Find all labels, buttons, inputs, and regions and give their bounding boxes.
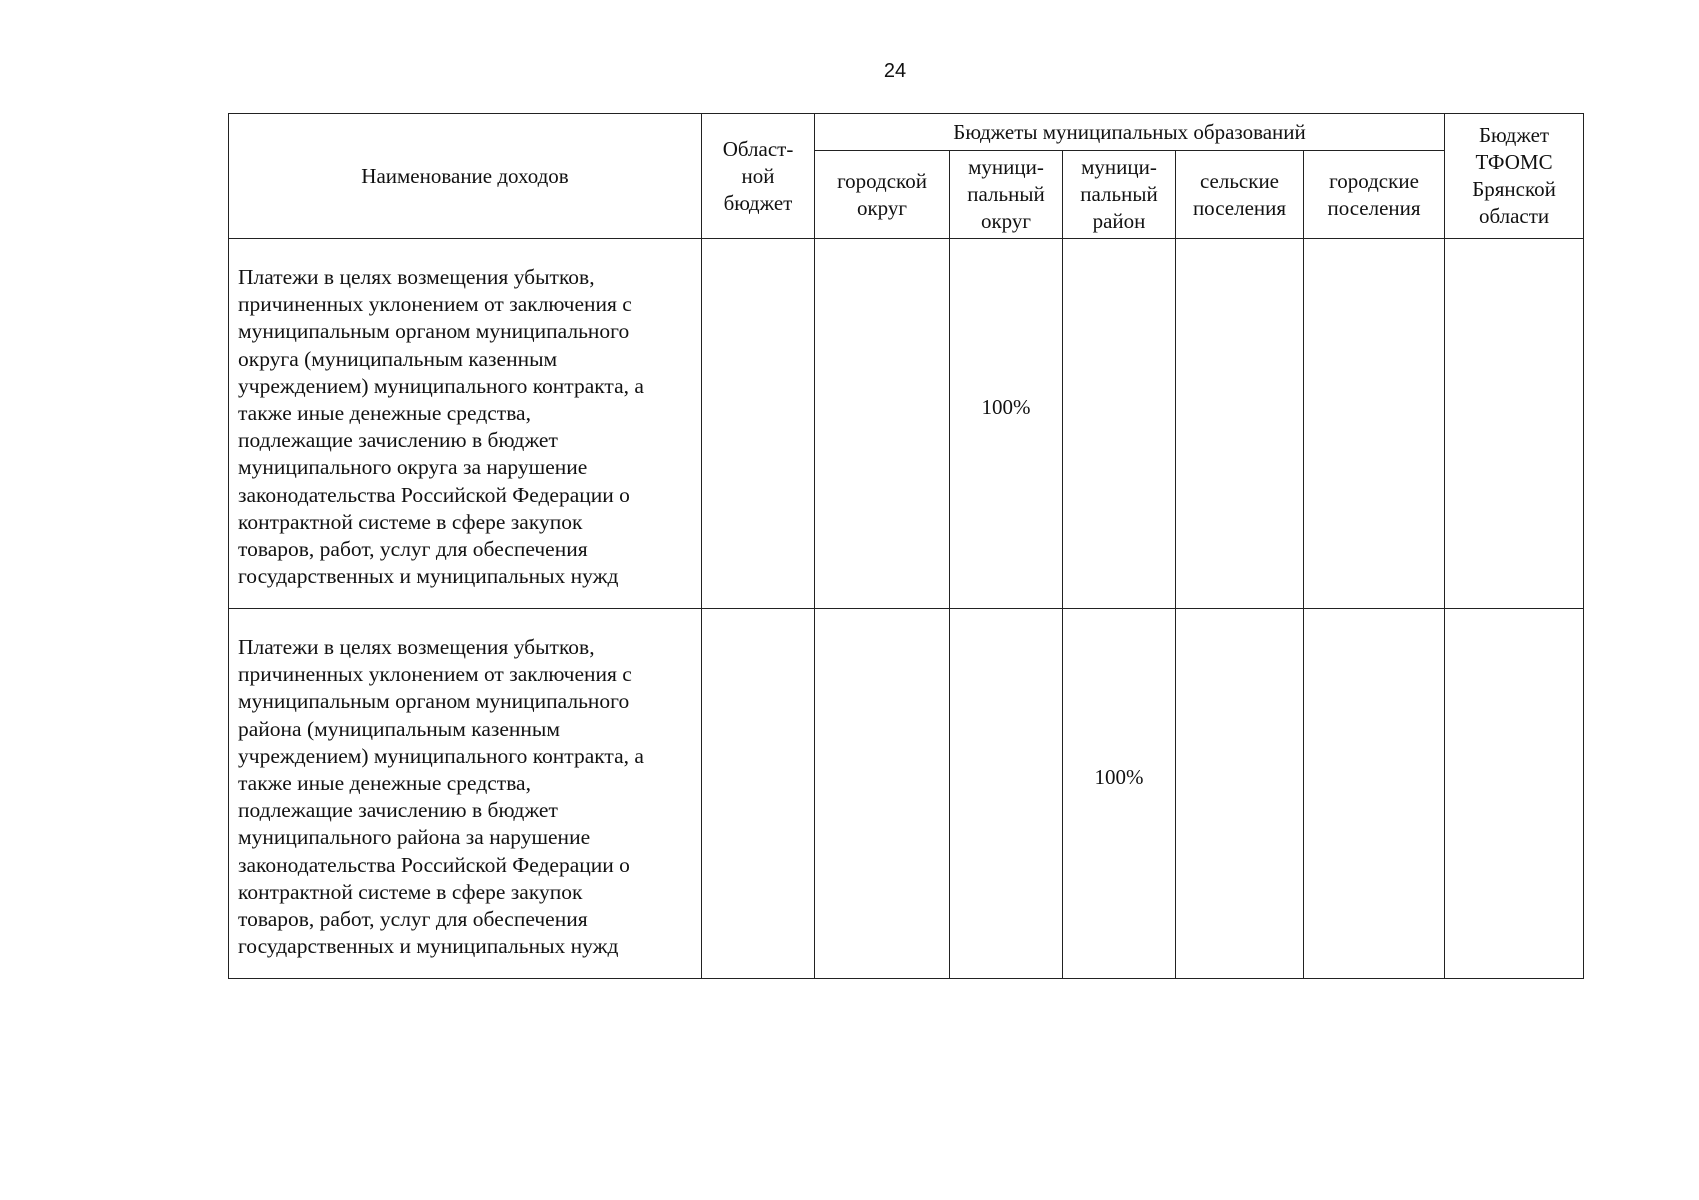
- tfoms-value-cell: [1445, 239, 1584, 609]
- urban-settlements-value-cell: [1304, 239, 1445, 609]
- municipal-okrug-value-cell: [950, 609, 1063, 979]
- revenue-name-cell: Платежи в целях возмещения убытков, причиненных уклонением от заключения с муниципальным органом муниципального района (муниципальным казенным учреждением) муниципального контракта, а также иные денежные средства, подлежащие зачислению в бюджет муниципального района за нарушение законодательства Российской Федерации о контрактной системе в сфере закупок товаров, работ, услуг для обеспечения государственных и муниципальных нужд: [229, 609, 702, 979]
- header-municipal-budgets: Бюджеты муниципальных образований: [815, 114, 1445, 151]
- header-rural-settlements: сельские поселения: [1176, 151, 1304, 239]
- header-municipal-okrug: муници- пальный округ: [950, 151, 1063, 239]
- header-city-district: городской округ: [815, 151, 950, 239]
- header-regional-budget: Област- ной бюджет: [702, 114, 815, 239]
- urban-settlements-value-cell: [1304, 609, 1445, 979]
- municipal-rayon-value-cell: 100%: [1063, 609, 1176, 979]
- city-district-value-cell: [815, 239, 950, 609]
- table-row: [229, 239, 1584, 609]
- header-municipal-rayon: муници- пальный район: [1063, 151, 1176, 239]
- city-district-value-cell: [815, 609, 950, 979]
- revenue-distribution-table: [228, 113, 1584, 979]
- tfoms-value-cell: [1445, 609, 1584, 979]
- table-header-row: [229, 114, 1584, 151]
- rural-settlements-value-cell: [1176, 609, 1304, 979]
- page-number: 24: [883, 60, 907, 82]
- municipal-okrug-value-cell: 100%: [950, 239, 1063, 609]
- table-row: [229, 609, 1584, 979]
- rural-settlements-value-cell: [1176, 239, 1304, 609]
- header-tfoms-budget: Бюджет ТФОМС Брянской области: [1445, 114, 1584, 239]
- municipal-rayon-value-cell: [1063, 239, 1176, 609]
- header-revenue-name: Наименование доходов: [229, 114, 702, 239]
- regional-value-cell: [702, 609, 815, 979]
- revenue-name-cell: Платежи в целях возмещения убытков, причиненных уклонением от заключения с муниципальным органом муниципального округа (муниципальным казенным учреждением) муниципального контракта, а также иные денежные средства, подлежащие зачислению в бюджет муниципального округа за нарушение законодательства Российской Федерации о контрактной системе в сфере закупок товаров, работ, услуг для обеспечения государственных и муниципальных нужд: [229, 239, 702, 609]
- regional-value-cell: [702, 239, 815, 609]
- header-urban-settlements: городские поселения: [1304, 151, 1445, 239]
